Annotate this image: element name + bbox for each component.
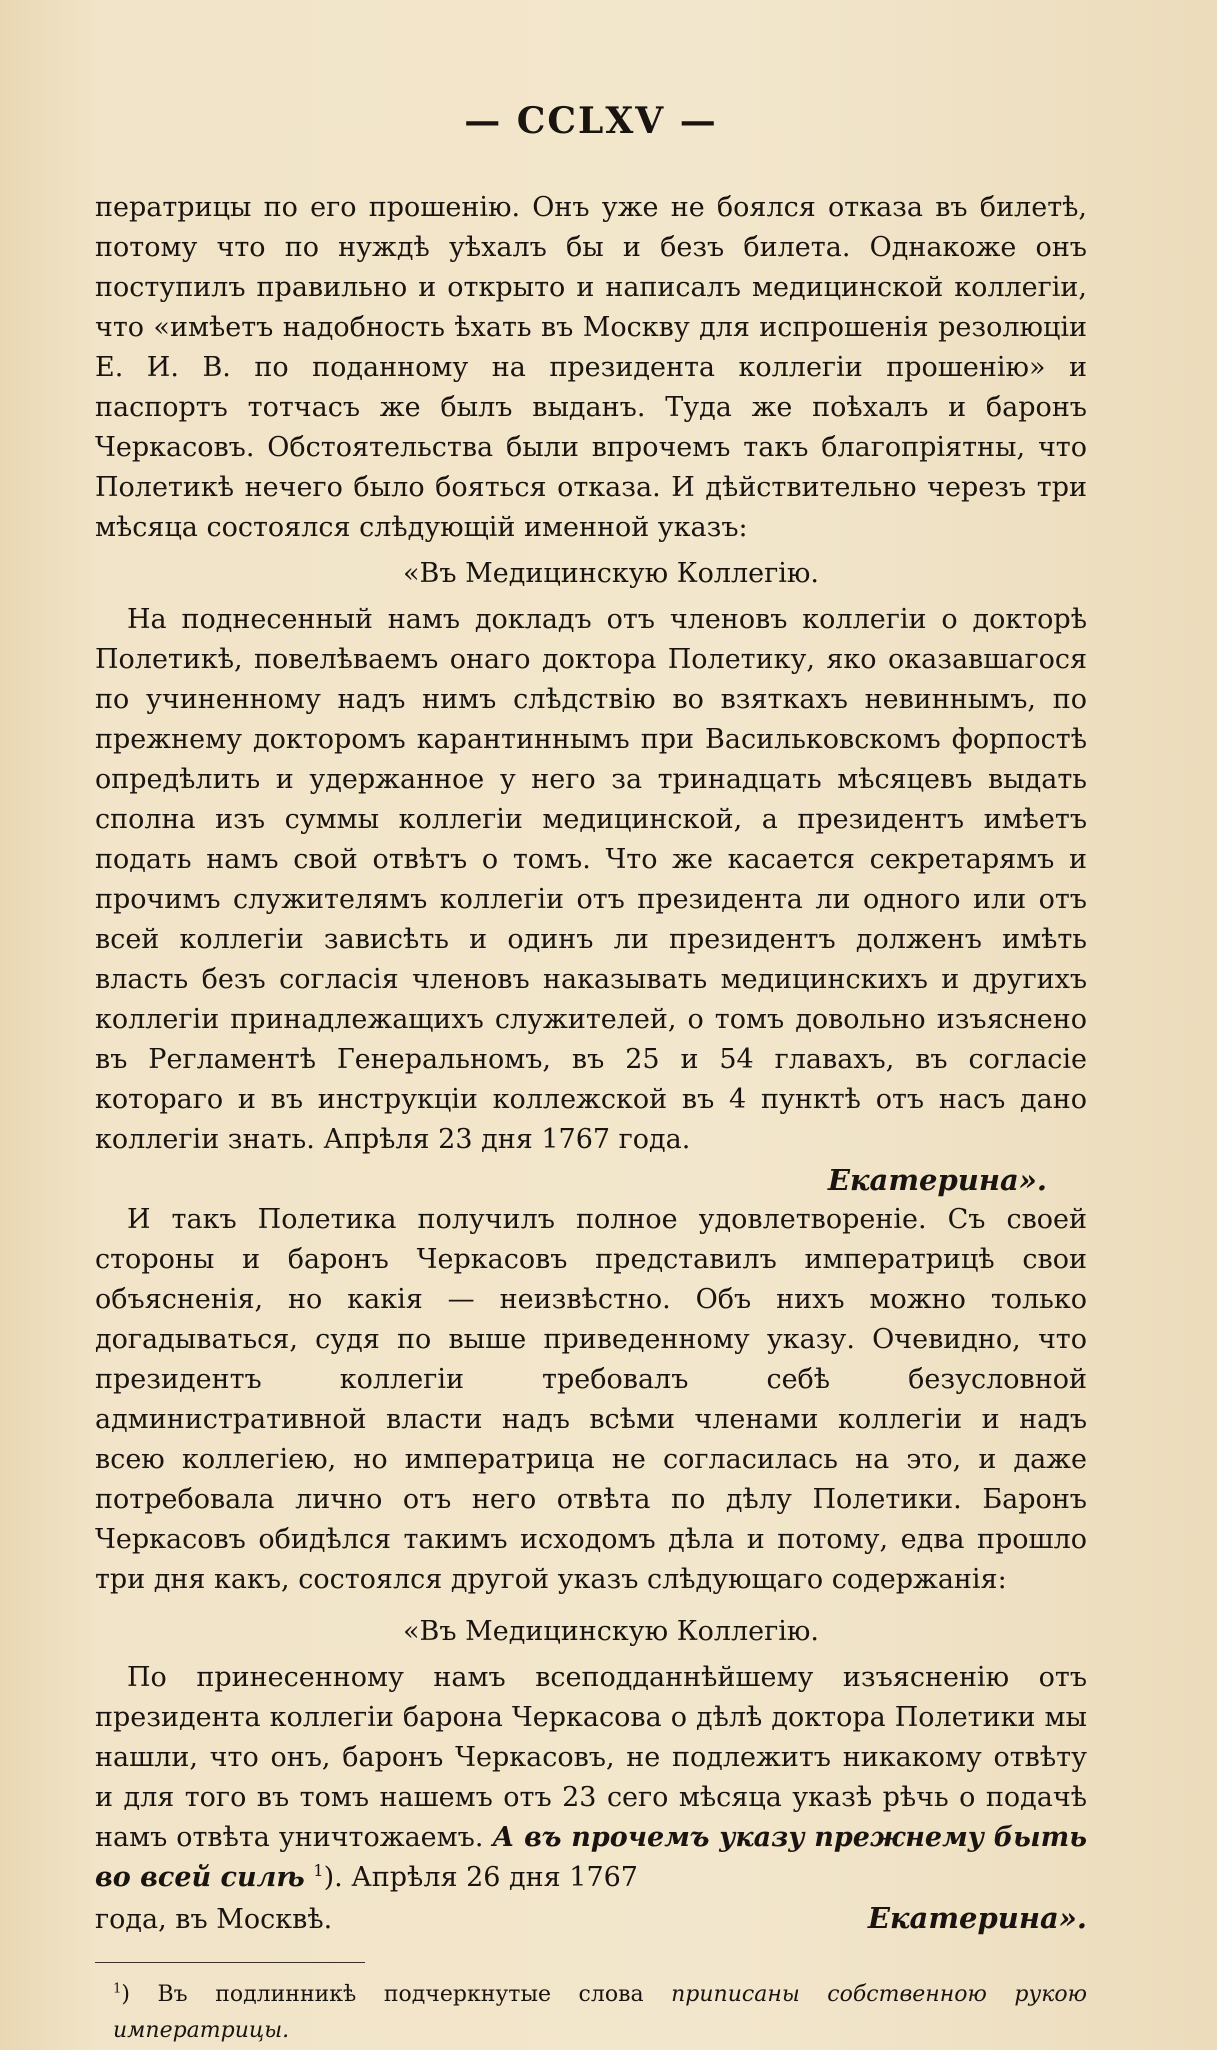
decree-2-place: года, въ Москвѣ. [95,1904,333,1935]
decree-1-text: На поднесенный намъ докладъ отъ членовъ коллегіи о докторѣ Полетикѣ, повелѣваемъ онаго доктора Полетику, яко оказавшагося по учиненному надъ нимъ слѣдствію во взяткахъ невиннымъ, по прежнему докторомъ карантиннымъ при Васильковскомъ форпостѣ опредѣлить и удержанное у него за тринадцать мѣсяцевъ выдать сполна изъ суммы коллегіи медицинской, а президентъ имѣетъ подать намъ свой отвѣтъ о томъ. Что же касается секретарямъ и прочимъ служителямъ коллегіи отъ президента ли одного или отъ всей коллегіи зависѣть и одинъ ли президентъ долженъ имѣть власть безъ согласія членовъ наказывать медицинскихъ и другихъ коллегіи принадлежащихъ служителей, о томъ довольно изъяснено въ Регламентѣ Генеральномъ, въ 25 и 54 главахъ, въ согласіе котораго и въ инструкціи коллежской въ 4 пунктѣ отъ насъ дано коллегіи знать. Апрѣля 23 дня 1767 года. [95,604,1087,1155]
footnote-text: ) Въ подлинникѣ подчеркнутые слова [121,1982,644,2007]
main-text [95,188,1087,1940]
footnote-italic-text: приписаны собственною рукою императрицы. [113,1982,1087,2043]
page-number: — CCLXV — [464,100,718,142]
paragraph-1: ператрицы по его прошенію. Онъ уже не боялся отказа въ билетѣ, потому что по нуждѣ уѣхалъ бы и безъ билета. Однакоже онъ поступилъ правильно и открыто и написалъ медицинской коллегіи, что «имѣетъ надобность ѣхать въ Москву для испрошенія резолюціи Е. И. В. по поданному на президента коллегіи прошенію» и паспортъ тотчасъ же былъ выданъ. Туда же поѣхалъ и баронъ Черкасовъ. Обстоятельства были впрочемъ такъ благопріятны, что Полетикѣ нечего было бояться отказа. И дѣйствительно черезъ три мѣсяца состоялся слѣдующій именной указъ: [95,192,1087,543]
decree-2-text-plain: По принесенному намъ всеподданнѣйшему изъясненію отъ президента коллегіи барона Черкасова о дѣлѣ доктора Полетики мы нашли, что онъ, баронъ Черкасовъ, не подлежитъ никакому отвѣту и для того въ томъ нашемъ отъ 23 сего мѣсяца указѣ рѣчь о подачѣ намъ отвѣта уничтожаемъ. [95,1662,1087,1853]
footnote-mark: 1 [113,1981,122,1997]
decree-2-emphasis: А въ прочемъ указу прежнему быть во всей силѣ [95,1822,1088,1893]
decree-2-text-end: ). Апрѣля 26 дня 1767 [323,1862,638,1893]
footnote-divider [95,1962,365,1963]
decree-2-signature: Екатерина». [867,1901,1087,1935]
decree-1-heading: «Въ Медицинскую Коллегію. [403,558,819,589]
paragraph-2: И такъ Полетика получилъ полное удовлетвореніе. Съ своей стороны и баронъ Черкасовъ представилъ императрицѣ свои объясненія, но какія — неизвѣстно. Объ нихъ можно только догадываться, судя по выше приведенному указу. Очевидно, что президентъ коллегіи требовалъ себѣ безусловной административной власти надъ всѣми членами коллегіи и надъ всею коллегіею, но императрица не согласилась на это, и даже потребовала лично отъ него отвѣта по дѣлу Полетики. Баронъ Черкасовъ обидѣлся такимъ исходомъ дѣла и потому, едва прошло три дня какъ, состоялся другой указъ слѣдующаго содержанія: [95,1204,1087,1595]
decree-2-heading: «Въ Медицинскую Коллегію. [403,1616,819,1647]
footnote [95,1977,1087,2049]
footnote-ref[interactable]: 1 [313,1861,324,1880]
decree-1-signature: Екатерина». [827,1163,1047,1197]
decree-2-text [95,1658,1087,1898]
decree-2-closing-line [95,1898,1087,1940]
